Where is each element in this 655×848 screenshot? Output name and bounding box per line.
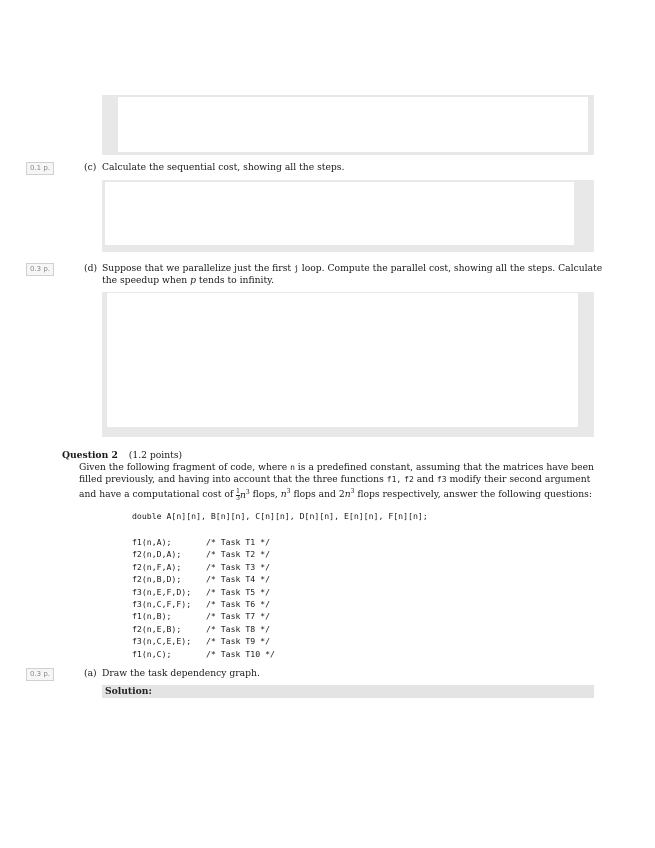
q2-and: and	[416, 474, 434, 485]
code-line: f3(n,E,F,D); /* Task T5 */	[132, 586, 271, 597]
answer-box-b[interactable]	[102, 95, 594, 155]
code-line: f1(n,A); /* Task T1 */	[132, 537, 271, 547]
points-badge-q2a: 0.3 p.	[26, 668, 54, 681]
part-d-label: (d)	[84, 263, 98, 274]
part-d-p: p	[190, 275, 196, 286]
part-d-text-a: Suppose that we parallelize just the first	[102, 263, 295, 274]
q2-line2-a: filled previously, and having into account that the three functions	[79, 474, 387, 485]
answer-box-c[interactable]	[102, 180, 594, 252]
q2-line1-a: Given the following fragment of code, where	[79, 462, 291, 473]
question-2-points: (1.2 points)	[128, 450, 183, 461]
q2a-label: (a)	[84, 668, 97, 679]
q2-line3-c: flops and	[290, 489, 339, 501]
part-c-text: Calculate the sequential cost, showing all the steps.	[102, 162, 345, 173]
q2-line3-b: flops,	[249, 489, 281, 501]
q2-f3-code: f3	[436, 475, 447, 484]
points-badge-d: 0.3 p.	[26, 263, 54, 276]
q2-line2-b: modify their second argument	[449, 474, 591, 485]
cost-formula-1: $\frac{1}{3}$ $n^3$	[236, 488, 250, 503]
q2-line3-d: flops respectively, answer the following questions:	[354, 489, 592, 501]
cost-formula-2: $n^3$	[280, 488, 291, 501]
question-2-body	[79, 462, 599, 502]
code-line: f2(n,B,D); /* Task T4 */	[132, 574, 271, 585]
q2-line1-b: is a predefined constant, assuming that the matrices have been	[294, 462, 594, 473]
code-line: f2(n,E,B); /* Task T8 */	[132, 623, 271, 634]
q2-f2-code: f2	[404, 475, 414, 484]
q2-line3-a: and have a computational cost of	[79, 489, 237, 501]
q2-f1-code: f1,	[386, 475, 402, 484]
solution-header	[102, 685, 594, 698]
q2-n-code: n	[290, 463, 295, 472]
answer-box-d[interactable]	[102, 292, 594, 437]
part-d-text-d: tends to infinity.	[195, 275, 275, 286]
part-d-text-c: the speedup when	[102, 275, 191, 286]
code-line: f3(n,C,F,F); /* Task T6 */	[132, 599, 271, 610]
cost-formula-3: $2n^3$	[338, 488, 355, 501]
code-line: f3(n,C,E,E); /* Task T9 */	[132, 636, 271, 647]
code-line: f1(n,C); /* Task T10 */	[132, 648, 275, 659]
points-badge-c: 0.1 p.	[26, 162, 54, 175]
part-d-j: j	[294, 264, 299, 273]
q2a-text: Draw the task dependency graph.	[102, 668, 260, 679]
question-2-heading	[62, 450, 182, 462]
code-declaration: double A[n][n], B[n][n], C[n][n], D[n][n], E[n][n], F[n][n];	[132, 511, 428, 521]
code-block	[132, 536, 275, 660]
part-d-text	[102, 263, 603, 287]
code-line: f1(n,B); /* Task T7 */	[132, 611, 271, 622]
part-d-text-b: loop. Compute the parallel cost, showing all the steps. Calculate	[298, 263, 603, 274]
part-c-label: (c)	[84, 162, 97, 173]
code-line: f2(n,D,A); /* Task T2 */	[132, 549, 271, 560]
question-2-title: Question 2	[62, 450, 118, 461]
solution-label: Solution:	[105, 686, 152, 697]
code-line: f2(n,F,A); /* Task T3 */	[132, 561, 271, 572]
